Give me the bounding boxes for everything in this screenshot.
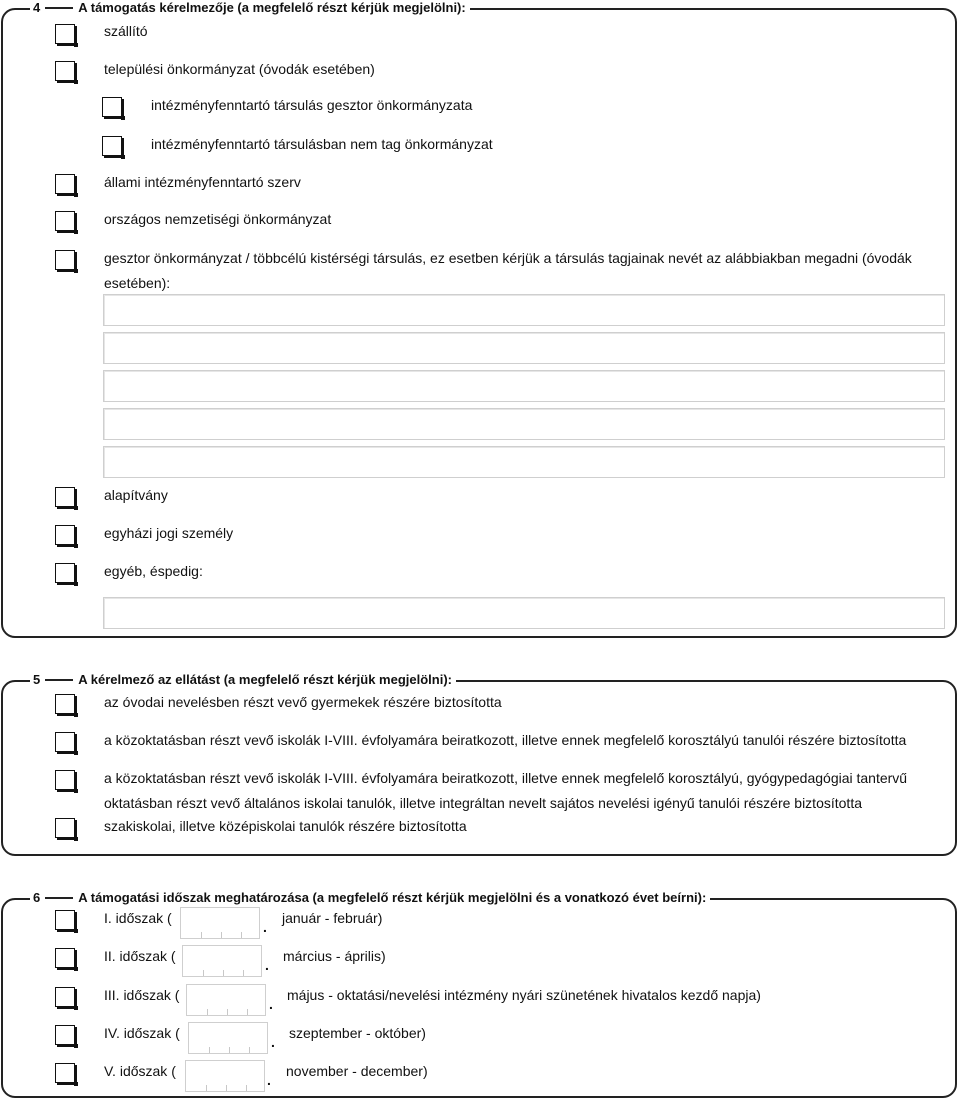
- period-months: szeptember - október): [289, 1025, 426, 1041]
- egyeb-text-field[interactable]: [103, 597, 945, 629]
- option-label: egyéb, éspedig:: [104, 563, 203, 579]
- checkbox-alapitvany[interactable]: [55, 487, 75, 507]
- option-label: állami intézményfenntartó szerv: [104, 174, 301, 190]
- option-label: intézményfenntartó társulásban nem tag önkormányzat: [151, 136, 493, 152]
- option-label: települési önkormányzat (óvodák esetében): [104, 61, 375, 77]
- period-label: IV. időszak (: [104, 1025, 180, 1041]
- year-input-period-5[interactable]: [185, 1060, 265, 1092]
- period-label: III. időszak (: [104, 987, 180, 1003]
- member-name-field-3[interactable]: [103, 370, 945, 402]
- checkbox-tarsulas-gesztor[interactable]: [102, 97, 122, 117]
- option-label: egyházi jogi személy: [104, 525, 234, 541]
- checkbox-nem-tag-onkormanyzat[interactable]: [102, 136, 122, 156]
- checkbox-gyogypedagogiai[interactable]: [55, 770, 75, 790]
- section-number: 4: [33, 0, 41, 15]
- checkbox-egyeb[interactable]: [55, 563, 75, 583]
- section-5-heading: [30, 672, 456, 687]
- section-4-heading: [30, 0, 470, 15]
- checkbox-period-3[interactable]: [55, 987, 75, 1007]
- period-dot: .: [269, 996, 273, 1012]
- year-input-period-1[interactable]: [180, 907, 260, 939]
- checkbox-kozoktatas-tanulok[interactable]: [55, 732, 75, 752]
- checkbox-period-4[interactable]: [55, 1025, 75, 1045]
- option-label: intézményfenntartó társulás gesztor önkormányzata: [151, 97, 473, 113]
- period-dot: .: [265, 957, 269, 973]
- member-name-field-5[interactable]: [103, 446, 945, 478]
- period-label: II. időszak (: [104, 948, 176, 964]
- section-number: 5: [33, 672, 41, 687]
- period-months: november - december): [286, 1063, 428, 1079]
- option-label-continued: esetében):: [104, 275, 171, 291]
- period-dot: .: [271, 1034, 275, 1050]
- checkbox-gesztor-kisterseg[interactable]: [55, 250, 75, 270]
- checkbox-period-2[interactable]: [55, 948, 75, 968]
- section-6-heading: [30, 890, 710, 905]
- checkbox-szallito[interactable]: [55, 24, 75, 44]
- option-label: gesztor önkormányzat / többcélú kistérségi társulás, ez esetben kérjük a társulás tagjainak nevét az alábbiakban megadni (óvodák: [104, 250, 912, 266]
- period-label: V. időszak (: [104, 1063, 176, 1079]
- section-title: A kérelmező az ellátást (a megfelelő részt kérjük megjelölni):: [78, 672, 452, 687]
- section-number: 6: [33, 890, 41, 905]
- member-name-field-1[interactable]: [103, 294, 945, 326]
- year-input-period-4[interactable]: [188, 1022, 268, 1054]
- option-label: szállító: [104, 23, 148, 39]
- checkbox-period-5[interactable]: [55, 1063, 75, 1083]
- checkbox-egyhazi-jogi-szemely[interactable]: [55, 525, 75, 545]
- option-label: a közoktatásban részt vevő iskolák I-VIII. évfolyamára beiratkozott, illetve ennek megfelelő korosztályú, gyógypedagógiai tantervű: [104, 770, 908, 786]
- option-label: alapítvány: [104, 487, 168, 503]
- section-title: A támogatás kérelmezője (a megfelelő részt kérjük megjelölni):: [78, 0, 466, 15]
- checkbox-szakiskolai[interactable]: [55, 818, 75, 838]
- option-label: országos nemzetiségi önkormányzat: [104, 211, 332, 227]
- year-input-period-2[interactable]: [182, 945, 262, 977]
- checkbox-nemzetisegi-onkormanyzat[interactable]: [55, 211, 75, 231]
- period-dot: .: [263, 919, 267, 935]
- section-title: A támogatási időszak meghatározása (a megfelelő részt kérjük megjelölni és a vonatkozó évet beírni):: [78, 890, 707, 905]
- member-name-field-4[interactable]: [103, 408, 945, 440]
- period-dot: .: [267, 1072, 271, 1088]
- checkbox-ovodai-neveles[interactable]: [55, 694, 75, 714]
- period-label: I. időszak (: [104, 910, 172, 926]
- option-label: a közoktatásban részt vevő iskolák I-VIII. évfolyamára beiratkozott, illetve ennek megfelelő korosztályú tanulói részére biztosította: [104, 732, 907, 748]
- option-label-continued: oktatásban részt vevő általános iskolai tanulók, illetve integráltan nevelt sajátos nevelési igényű tanulói részére biztosította: [104, 795, 862, 811]
- option-label: szakiskolai, illetve középiskolai tanulók részére biztosította: [104, 818, 467, 834]
- checkbox-period-1[interactable]: [55, 910, 75, 930]
- period-months: május - oktatási/nevelési intézmény nyári szünetének hivatalos kezdő napja): [287, 987, 761, 1003]
- year-input-period-3[interactable]: [186, 984, 266, 1016]
- checkbox-telepulesi-onkormanyzat[interactable]: [55, 61, 75, 81]
- period-months: március - április): [283, 948, 386, 964]
- option-label: az óvodai nevelésben részt vevő gyermekek részére biztosította: [104, 694, 502, 710]
- checkbox-allami-szerv[interactable]: [55, 174, 75, 194]
- member-name-field-2[interactable]: [103, 332, 945, 364]
- period-months: január - február): [282, 910, 383, 926]
